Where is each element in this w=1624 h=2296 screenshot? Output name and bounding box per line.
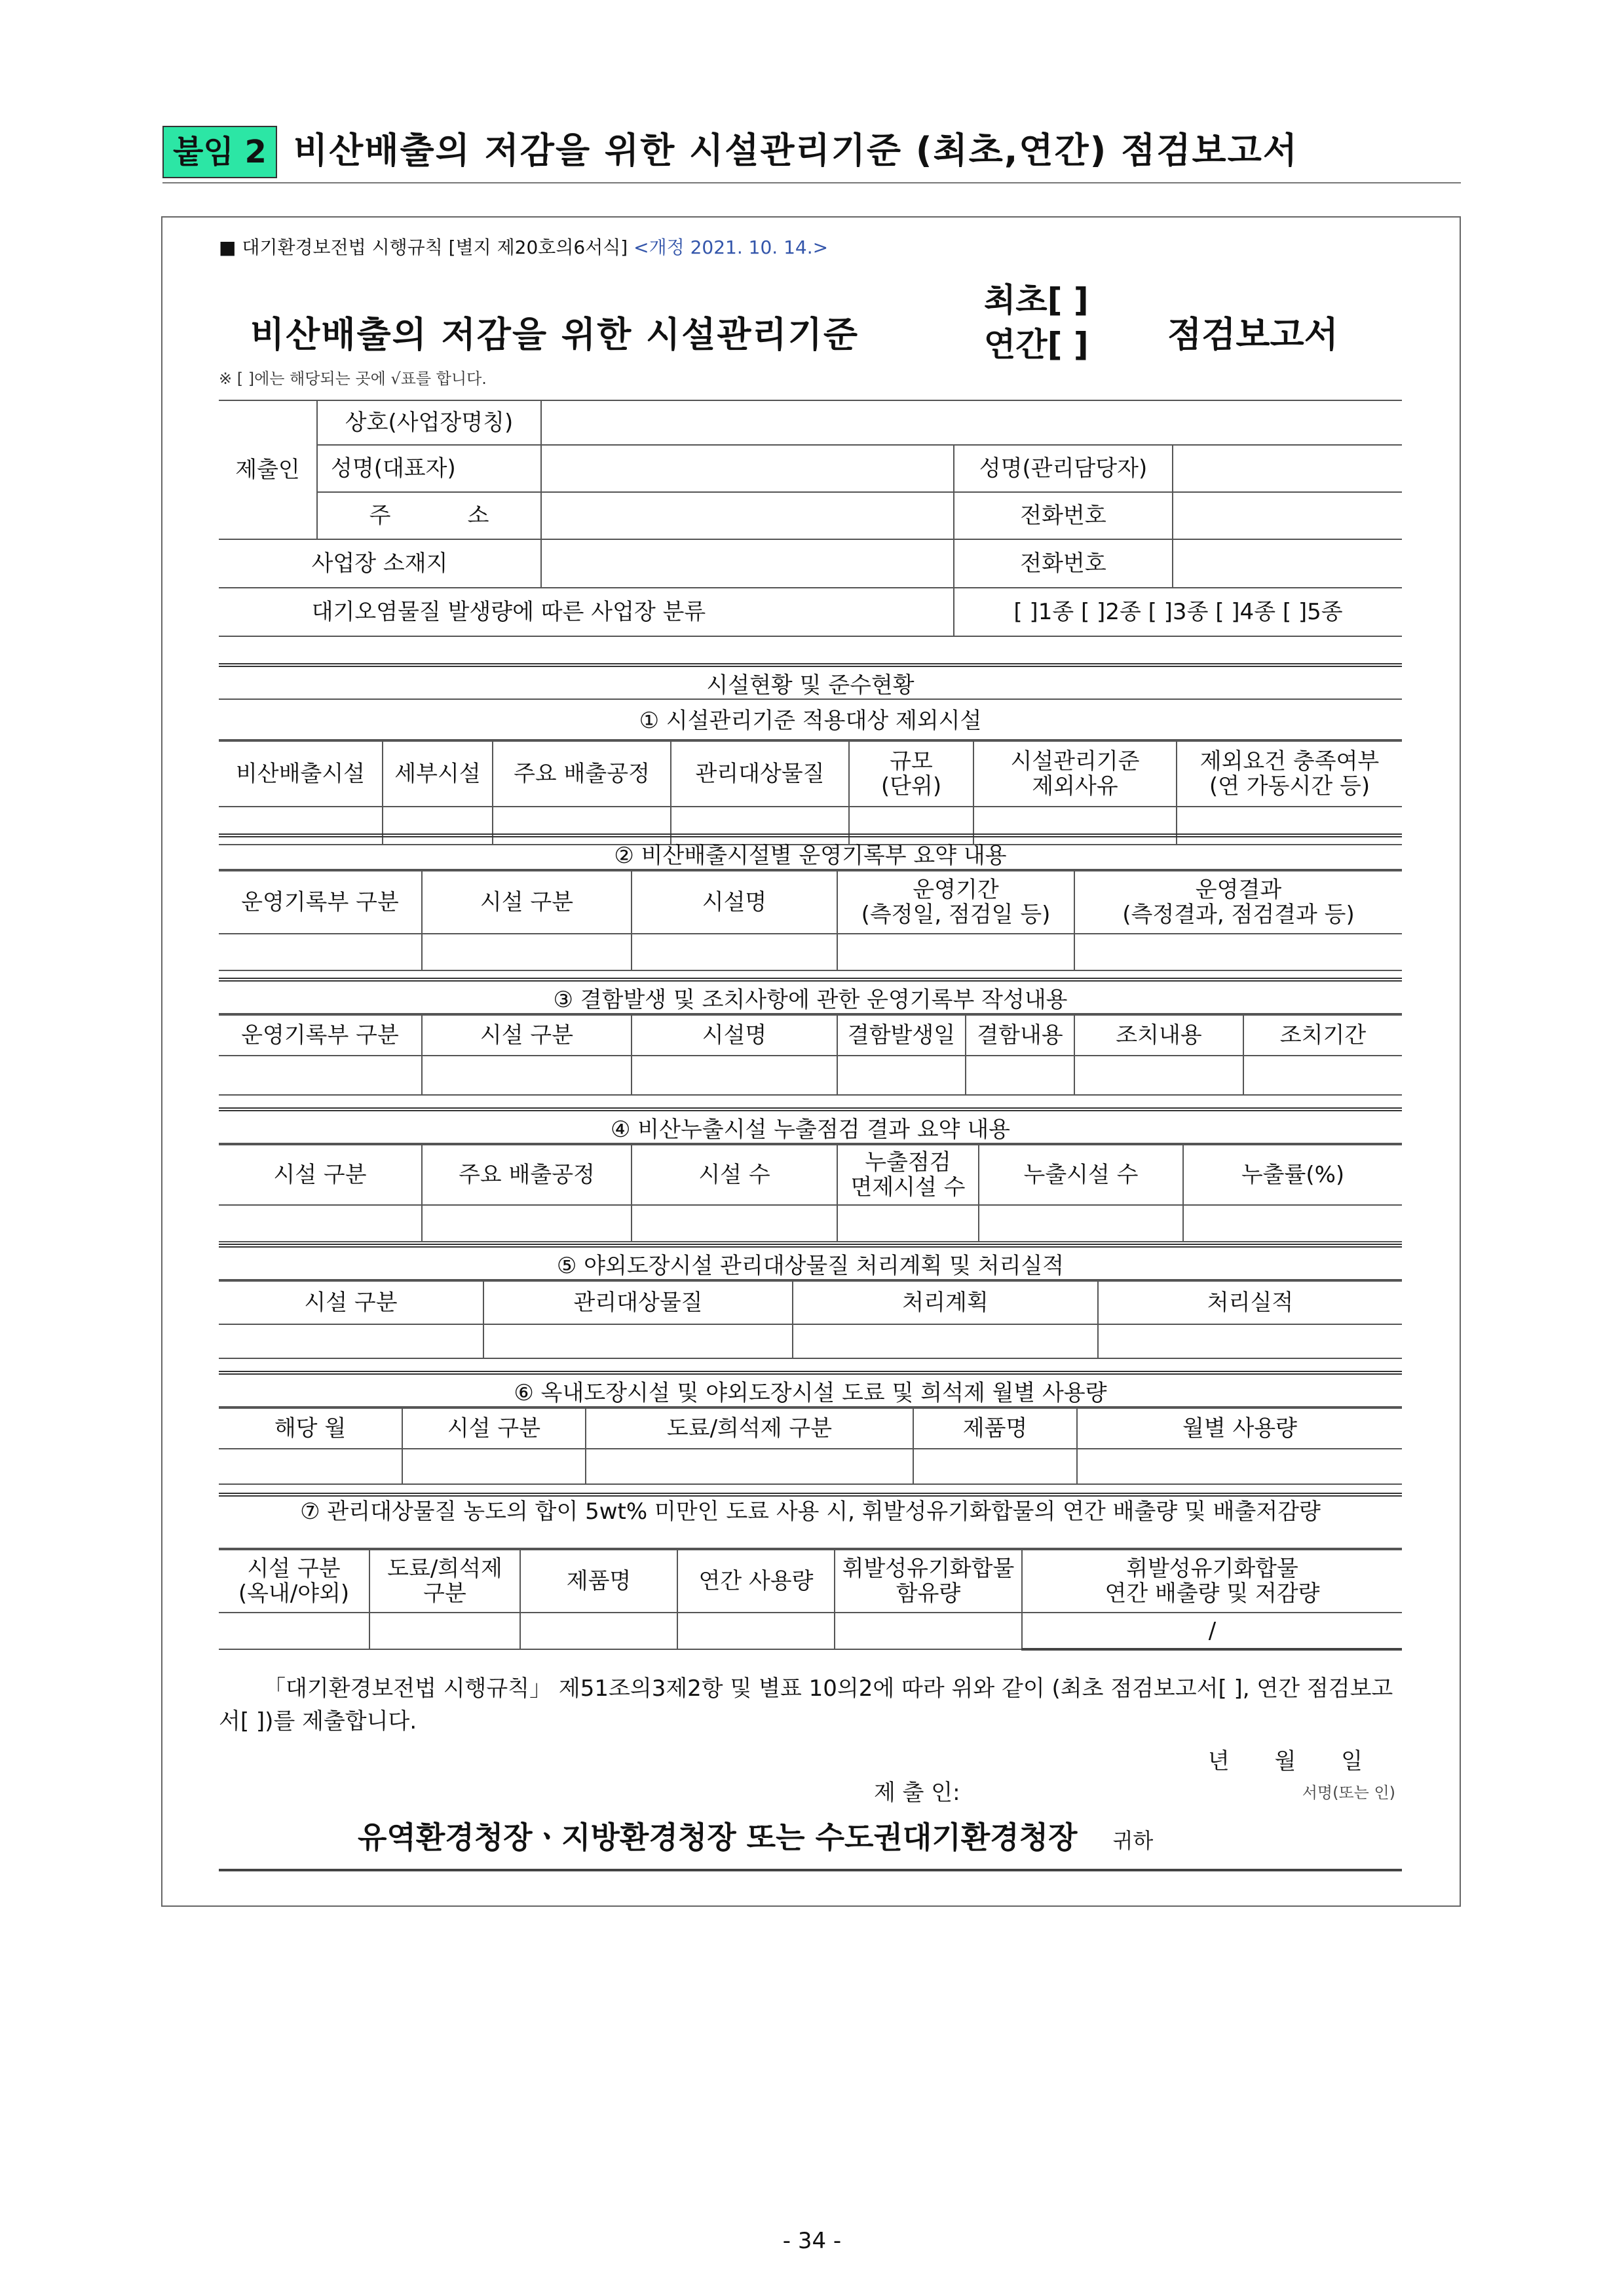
s3-cell[interactable]	[1074, 1056, 1243, 1095]
section-2-table	[219, 870, 1402, 971]
s3-header-1: 시설 구분	[422, 1015, 632, 1056]
address-field[interactable]	[541, 492, 954, 539]
section-3	[219, 978, 1402, 1096]
section-3-title: ③ 결함발생 및 조치사항에 관한 운영기록부 작성내용	[219, 978, 1402, 1014]
declaration-text: 「대기환경보전법 시행규칙」 제51조의3제2항 및 별표 10의2에 따라 위와 같이 (최초 점검보고서[ ], 연간 점검보고서[ ])를 제출합니다.	[219, 1675, 1393, 1734]
manager-field[interactable]	[1173, 445, 1402, 492]
date-line[interactable]: 년 월 일	[1207, 1748, 1363, 1774]
s7-header-1: 도료/희석제 구분	[369, 1550, 520, 1613]
s7-header-4: 휘발성유기화합물 함유량	[835, 1550, 1022, 1613]
phone-field[interactable]	[1173, 492, 1402, 539]
s3-header-4: 결함내용	[966, 1015, 1074, 1056]
section-5	[219, 1244, 1402, 1359]
form-frame	[161, 216, 1461, 1907]
revision-date: <개정 2021. 10. 14.>	[633, 237, 829, 258]
s7-slash-cell[interactable]: /	[1022, 1613, 1402, 1649]
s7-cell[interactable]	[219, 1613, 369, 1649]
section-4	[219, 1107, 1402, 1242]
s5-cell[interactable]	[219, 1324, 483, 1358]
section-2-title: ② 비산배출시설별 운영기록부 요약 내용	[219, 833, 1402, 870]
classification-label	[219, 588, 954, 636]
document-header	[162, 122, 1461, 183]
section-4-table	[219, 1144, 1402, 1242]
classification-options[interactable]: [ ]1종 [ ]2종 [ ]3종 [ ]4종 [ ]5종	[954, 588, 1402, 636]
page-number: - 34 -	[782, 2228, 842, 2254]
s6-header-3: 제품명	[913, 1408, 1077, 1449]
signature-label[interactable]: 서명(또는 인)	[1302, 1784, 1395, 1802]
manager-label: 성명(관리담당자)	[954, 445, 1173, 492]
section-1	[219, 702, 1402, 845]
section-5-title: ⑤ 야외도장시설 관리대상물질 처리계획 및 처리실적	[219, 1244, 1402, 1280]
s6-cell[interactable]	[402, 1449, 586, 1484]
site-location-field[interactable]	[541, 539, 954, 588]
law-reference	[219, 233, 828, 259]
phone-label-2: 전화번호	[954, 539, 1173, 588]
s6-cell[interactable]	[913, 1449, 1077, 1484]
s6-cell[interactable]	[586, 1449, 913, 1484]
s4-cell[interactable]	[632, 1205, 837, 1242]
s4-header-1: 주요 배출공정	[422, 1145, 632, 1205]
address-label-2: 소	[467, 503, 489, 529]
section-6-table	[219, 1407, 1402, 1485]
s1-header-4: 규모 (단위)	[849, 741, 973, 807]
address-label-1: 주	[369, 503, 391, 529]
s2-cell[interactable]	[837, 934, 1074, 970]
s3-cell[interactable]	[837, 1056, 966, 1095]
checkbox-note: ※ [ ]에는 해당되는 곳에 √표를 합니다.	[219, 370, 487, 388]
section-1-table	[219, 740, 1402, 845]
status-title: 시설현황 및 준수현황	[219, 663, 1402, 700]
s6-header-1: 시설 구분	[402, 1408, 586, 1449]
s2-header-0: 운영기록부 구분	[219, 871, 422, 934]
s3-cell[interactable]	[966, 1056, 1074, 1095]
s3-header-0: 운영기록부 구분	[219, 1015, 422, 1056]
s4-cell[interactable]	[422, 1205, 632, 1242]
s4-header-4: 누출시설 수	[979, 1145, 1183, 1205]
s7-header-2: 제품명	[520, 1550, 677, 1613]
bottom-rule	[219, 1869, 1402, 1871]
section-5-table	[219, 1280, 1402, 1359]
s6-cell[interactable]	[1077, 1449, 1402, 1484]
choice-annual[interactable]: 연간[ ]	[984, 326, 1089, 364]
s4-cell[interactable]	[979, 1205, 1183, 1242]
form-title-choices	[984, 278, 1089, 367]
submitter-group-label: 제출인	[219, 400, 317, 539]
law-ref-text: ■ 대기환경보전법 시행규칙 [별지 제20호의6서식]	[219, 237, 628, 258]
s5-cell[interactable]	[1098, 1324, 1402, 1358]
representative-label: 성명(대표자)	[317, 445, 541, 492]
s7-header-5: 휘발성유기화합물 연간 배출량 및 저감량	[1022, 1550, 1402, 1613]
s3-cell[interactable]	[219, 1056, 422, 1095]
company-field[interactable]	[541, 400, 1402, 445]
s1-header-3: 관리대상물질	[671, 741, 849, 807]
s2-cell[interactable]	[422, 934, 632, 970]
section-1-title: ① 시설관리기준 적용대상 제외시설	[219, 702, 1402, 740]
s2-header-3: 운영기간 (측정일, 점검일 등)	[837, 871, 1074, 934]
section-4-title: ④ 비산누출시설 누출점검 결과 요약 내용	[219, 1107, 1402, 1144]
s2-header-1: 시설 구분	[422, 871, 632, 934]
s7-header-0: 시설 구분 (옥내/야외)	[219, 1550, 369, 1613]
s4-header-3: 누출점검 면제시설 수	[837, 1145, 979, 1205]
s1-header-6: 제외요건 충족여부 (연 가동시간 등)	[1177, 741, 1402, 807]
s4-cell[interactable]	[1183, 1205, 1402, 1242]
applicant-table	[219, 400, 1402, 637]
address-label	[317, 492, 541, 539]
section-7-table	[219, 1549, 1402, 1651]
s5-cell[interactable]	[793, 1324, 1098, 1358]
s3-cell[interactable]	[632, 1056, 837, 1095]
s5-header-1: 관리대상물질	[483, 1281, 793, 1324]
s1-header-2: 주요 배출공정	[493, 741, 671, 807]
s5-header-0: 시설 구분	[219, 1281, 483, 1324]
s1-header-0: 비산배출시설	[219, 741, 383, 807]
submitter-label: 제 출 인:	[874, 1780, 960, 1806]
s7-cell[interactable]	[520, 1613, 677, 1649]
form-title-main: 비산배출의 저감을 위한 시설관리기준	[250, 314, 859, 355]
phone-field-2[interactable]	[1173, 539, 1402, 588]
s1-header-1: 세부시설	[383, 741, 493, 807]
s5-header-2: 처리계획	[793, 1281, 1098, 1324]
s4-header-0: 시설 구분	[219, 1145, 422, 1205]
representative-field[interactable]	[541, 445, 954, 492]
s3-cell[interactable]	[1243, 1056, 1402, 1095]
section-2	[219, 833, 1402, 971]
phone-label: 전화번호	[954, 492, 1173, 539]
choice-initial[interactable]: 최초[ ]	[984, 281, 1089, 319]
document-title: 비산배출의 저감을 위한 시설관리기준 (최초,연간) 점검보고서	[293, 130, 1298, 171]
s7-header-3: 연간 사용량	[677, 1550, 835, 1613]
s6-cell[interactable]	[219, 1449, 402, 1484]
s7-cell[interactable]	[835, 1613, 1022, 1649]
company-label: 상호(사업장명칭)	[317, 400, 541, 445]
s2-header-4: 운영결과 (측정결과, 점검결과 등)	[1074, 871, 1402, 934]
attachment-tag: 붙임 2	[162, 126, 277, 178]
s1-header-5: 시설관리기준 제외사유	[973, 741, 1177, 807]
s2-cell[interactable]	[1074, 934, 1402, 970]
recipient-line	[358, 1814, 1153, 1857]
s6-header-2: 도료/희석제 구분	[586, 1408, 913, 1449]
section-6-title: ⑥ 옥내도장시설 및 야외도장시설 도료 및 희석제 월별 사용량	[219, 1371, 1402, 1407]
section-7	[219, 1493, 1402, 1651]
honorific: 귀하	[1112, 1828, 1154, 1853]
recipient-name: 유역환경청장ㆍ지방환경청장 또는 수도권대기환경청장	[358, 1820, 1078, 1855]
s5-header-3: 처리실적	[1098, 1281, 1402, 1324]
s5-cell[interactable]	[483, 1324, 793, 1358]
form-title-end: 점검보고서	[1167, 314, 1338, 355]
s3-header-2: 시설명	[632, 1015, 837, 1056]
s6-header-4: 월별 사용량	[1077, 1408, 1402, 1449]
s2-cell[interactable]	[632, 934, 837, 970]
s3-header-5: 조치내용	[1074, 1015, 1243, 1056]
s7-cell[interactable]	[369, 1613, 520, 1649]
section-6	[219, 1371, 1402, 1485]
s3-header-6: 조치기간	[1243, 1015, 1402, 1056]
form-title	[219, 277, 1402, 375]
s2-header-2: 시설명	[632, 871, 837, 934]
s4-header-2: 시설 수	[632, 1145, 837, 1205]
s4-cell[interactable]	[219, 1205, 422, 1242]
s4-header-5: 누출률(%)	[1183, 1145, 1402, 1205]
section-7-title: ⑦ 관리대상물질 농도의 합이 5wt% 미만인 도료 사용 시, 휘발성유기화합물의 연간 배출량 및 배출저감량	[219, 1493, 1402, 1549]
s7-cell[interactable]	[677, 1613, 835, 1649]
site-location-label: 사업장 소재지	[219, 539, 541, 588]
s4-cell[interactable]	[837, 1205, 979, 1242]
s3-header-3: 결함발생일	[837, 1015, 966, 1056]
section-3-table	[219, 1014, 1402, 1096]
s2-cell[interactable]	[219, 934, 422, 970]
s6-header-0: 해당 월	[219, 1408, 402, 1449]
classification-label-text: 대기오염물질 발생량에 따른 사업장 분류	[311, 599, 706, 625]
s3-cell[interactable]	[422, 1056, 632, 1095]
